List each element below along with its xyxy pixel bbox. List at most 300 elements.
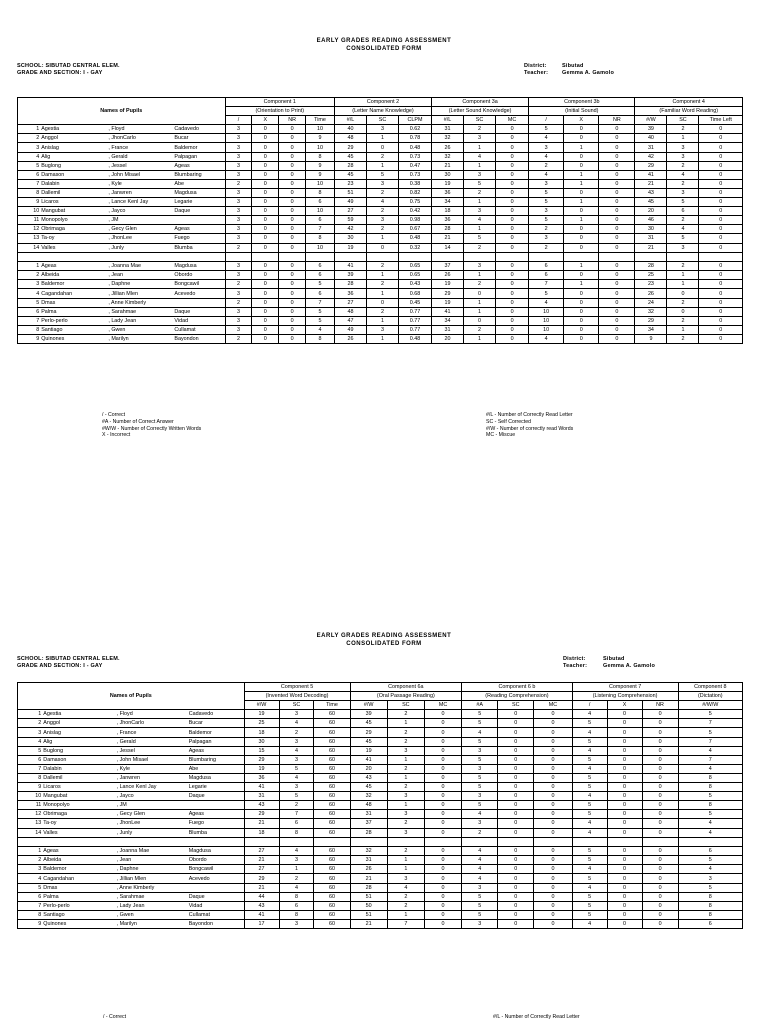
column-header: Time xyxy=(306,116,335,125)
sheet1-subtitle: CONSOLIDATED FORM xyxy=(346,46,422,52)
score-cell: 3 xyxy=(678,874,742,883)
pupil-middle-name: Daque xyxy=(188,792,244,801)
score-cell: 2 xyxy=(366,280,398,289)
score-cell: 4 xyxy=(279,746,314,755)
score-cell: 0 xyxy=(599,298,635,307)
score-cell: 23 xyxy=(334,179,366,188)
score-cell: 30 xyxy=(244,737,279,746)
score-cell: 34 xyxy=(635,325,667,334)
component-subheader: (Listening Comprehension) xyxy=(572,692,678,701)
score-cell: 0 xyxy=(599,179,635,188)
score-cell: 0 xyxy=(534,728,572,737)
pupil-middle-name: Magdusa xyxy=(188,773,244,782)
score-cell: 3 xyxy=(462,792,498,801)
score-cell: 3 xyxy=(366,179,398,188)
score-cell: 8 xyxy=(678,783,742,792)
score-cell: 3 xyxy=(279,710,314,719)
score-cell: 5 xyxy=(366,170,398,179)
table-row xyxy=(18,152,743,161)
score-cell: 0 xyxy=(534,764,572,773)
score-cell: 1 xyxy=(366,161,398,170)
score-cell: 0 xyxy=(498,710,534,719)
first-name-text: Lance Kenl Jay xyxy=(111,199,149,206)
pupil-number: 10 xyxy=(18,792,43,801)
pupil-number: 2 xyxy=(18,134,41,143)
pupil-middle-name xyxy=(173,298,225,307)
score-cell: 0 xyxy=(252,134,279,143)
score-cell: 0 xyxy=(699,207,743,216)
column-header: #/L xyxy=(334,116,366,125)
score-cell: 5 xyxy=(667,234,699,243)
score-cell: 21 xyxy=(635,243,667,252)
score-cell: 60 xyxy=(314,819,350,828)
score-cell: 0 xyxy=(699,325,743,334)
score-cell: 28 xyxy=(334,161,366,170)
score-cell: 0 xyxy=(279,325,306,334)
score-cell: 0 xyxy=(424,801,461,810)
pupil-first-name: , Anne Kimberly xyxy=(107,298,173,307)
column-header: NR xyxy=(599,116,635,125)
score-cell: 0 xyxy=(699,289,743,298)
legend-item: X - Incorrect xyxy=(102,432,131,439)
pupil-middle-name: Bayondon xyxy=(188,919,244,928)
table-row xyxy=(18,188,743,197)
score-cell: 0 xyxy=(607,901,642,910)
score-cell: 0 xyxy=(699,316,743,325)
score-cell: 1 xyxy=(366,334,398,343)
score-cell: 48 xyxy=(350,801,387,810)
score-cell: 0 xyxy=(252,334,279,343)
empty-cell xyxy=(334,252,366,262)
score-cell: 0.77 xyxy=(398,325,431,334)
score-cell: 28 xyxy=(432,225,464,234)
score-cell: 3 xyxy=(225,143,252,152)
pupil-number: 8 xyxy=(18,188,41,197)
score-cell: 0 xyxy=(607,865,642,874)
score-cell: 45 xyxy=(635,198,667,207)
score-cell: 32 xyxy=(635,307,667,316)
score-cell: 4 xyxy=(464,216,496,225)
component-header: Component 6 b xyxy=(462,683,572,692)
score-cell: 0.45 xyxy=(398,298,431,307)
pupil-last-name: Dalabin xyxy=(42,764,115,773)
score-cell: 45 xyxy=(350,737,387,746)
table-row xyxy=(18,801,743,810)
score-cell: 10 xyxy=(306,243,335,252)
sheet2-district-block xyxy=(563,656,655,670)
score-cell: 0.67 xyxy=(398,225,431,234)
score-cell: 0 xyxy=(699,334,743,343)
score-cell: 3 xyxy=(387,810,424,819)
score-cell: 2 xyxy=(366,262,398,271)
score-cell: 8 xyxy=(279,910,314,919)
score-cell: 5 xyxy=(678,856,742,865)
score-cell: 10 xyxy=(529,325,564,334)
score-cell: 0 xyxy=(564,234,599,243)
score-cell: 0 xyxy=(607,719,642,728)
score-cell: 0 xyxy=(564,307,599,316)
pupil-number: 5 xyxy=(18,746,43,755)
pupil-middle-name: Blumbaring xyxy=(173,170,225,179)
score-cell: 0 xyxy=(279,316,306,325)
score-cell: 0 xyxy=(534,865,572,874)
table-row xyxy=(18,316,743,325)
score-cell: 60 xyxy=(314,746,350,755)
score-cell: 5 xyxy=(678,883,742,892)
score-cell: 60 xyxy=(314,828,350,837)
component-header: Component 3b xyxy=(529,98,635,107)
score-cell: 29 xyxy=(432,289,464,298)
score-cell: 1 xyxy=(667,271,699,280)
score-cell: 21 xyxy=(432,161,464,170)
score-cell: 0 xyxy=(599,152,635,161)
table-row xyxy=(18,856,743,865)
component-subheader: (Invented Word Decoding) xyxy=(244,692,350,701)
pupil-first-name: , Jayco xyxy=(107,207,173,216)
score-cell: 0 xyxy=(279,289,306,298)
score-cell: 4 xyxy=(529,134,564,143)
pupil-first-name: , Jean xyxy=(107,271,173,280)
score-cell: 60 xyxy=(314,856,350,865)
first-name-text: Gerald xyxy=(111,153,128,160)
grade-section-label: GRADE AND SECTION: I - GAY xyxy=(17,70,103,76)
first-name-text: Gecy Glen xyxy=(111,226,137,233)
score-cell: 3 xyxy=(225,207,252,216)
score-cell: 0.68 xyxy=(398,289,431,298)
pupil-last-name: Dmas xyxy=(42,883,115,892)
column-header: X xyxy=(607,701,642,710)
score-cell: 0 xyxy=(564,125,599,134)
pupil-last-name: Anggol xyxy=(42,719,115,728)
score-cell: 0 xyxy=(498,810,534,819)
score-cell: 45 xyxy=(334,152,366,161)
score-cell: 28 xyxy=(334,280,366,289)
score-cell: 20 xyxy=(432,334,464,343)
pupil-last-name: Quinones xyxy=(40,334,107,343)
first-name-text: Floyd xyxy=(111,126,125,133)
score-cell: 2 xyxy=(387,728,424,737)
score-cell: 4 xyxy=(572,764,607,773)
score-cell: 0 xyxy=(699,134,743,143)
pupil-first-name: , JhonLee xyxy=(116,819,188,828)
score-cell: 3 xyxy=(464,262,496,271)
pupil-middle-name: Bucar xyxy=(188,719,244,728)
legend-item: SC - Self Corrected xyxy=(486,418,531,425)
score-cell: 7 xyxy=(529,280,564,289)
first-name-text: JM xyxy=(119,802,127,809)
component-header: Component 3a xyxy=(432,98,529,107)
pupil-number: 3 xyxy=(18,865,43,874)
score-cell: 0 xyxy=(599,325,635,334)
score-cell: 30 xyxy=(432,170,464,179)
pupil-middle-name: Obordo xyxy=(188,856,244,865)
score-cell: 0 xyxy=(599,188,635,197)
score-cell: 6 xyxy=(529,271,564,280)
pupil-number: 2 xyxy=(18,856,43,865)
score-cell: 2 xyxy=(366,207,398,216)
score-cell: 4 xyxy=(279,883,314,892)
pupil-middle-name: Acevedo xyxy=(173,289,225,298)
score-cell: 0 xyxy=(252,280,279,289)
pupil-first-name: , France xyxy=(107,143,173,152)
score-cell: 0 xyxy=(534,901,572,910)
score-cell: 1 xyxy=(564,179,599,188)
score-cell: 3 xyxy=(462,883,498,892)
score-cell: 0 xyxy=(642,728,678,737)
score-cell: 60 xyxy=(314,783,350,792)
first-name-text: Daphne xyxy=(119,866,139,873)
score-cell: 0 xyxy=(496,134,529,143)
pupil-last-name: Dallemil xyxy=(40,188,107,197)
score-cell: 8 xyxy=(678,892,742,901)
score-cell: 0 xyxy=(252,271,279,280)
score-cell: 0 xyxy=(498,910,534,919)
score-cell: 5 xyxy=(572,801,607,810)
empty-cell xyxy=(678,837,742,847)
first-name-text: Jillian Mlen xyxy=(111,290,138,297)
score-cell: 6 xyxy=(306,289,335,298)
score-cell: 1 xyxy=(564,170,599,179)
score-cell: 0 xyxy=(699,216,743,225)
score-cell: 0 xyxy=(279,207,306,216)
score-cell: 0 xyxy=(424,819,461,828)
component-subheader: (Familiar Word Reading) xyxy=(635,107,743,116)
score-cell: 8 xyxy=(678,901,742,910)
pupil-last-name: Ageas xyxy=(42,847,115,856)
score-cell: 2 xyxy=(366,225,398,234)
score-cell: 1 xyxy=(387,910,424,919)
component-subheader: (Initial Sound) xyxy=(529,107,635,116)
score-cell: 60 xyxy=(314,710,350,719)
score-cell: 3 xyxy=(387,792,424,801)
score-cell: 0 xyxy=(534,828,572,837)
score-cell: 0 xyxy=(607,892,642,901)
pupil-middle-name: Cullamat xyxy=(188,910,244,919)
column-header: NR xyxy=(642,701,678,710)
score-cell: 3 xyxy=(366,125,398,134)
pupil-middle-name: Ageas xyxy=(188,746,244,755)
first-name-text: JhonLee xyxy=(119,820,141,827)
score-cell: 10 xyxy=(306,143,335,152)
score-cell: 19 xyxy=(244,710,279,719)
empty-cell xyxy=(398,252,431,262)
score-cell: 0 xyxy=(496,234,529,243)
score-cell: 5 xyxy=(667,198,699,207)
score-cell: 9 xyxy=(306,134,335,143)
score-cell: 0 xyxy=(279,271,306,280)
legend-item: / - Correct xyxy=(103,1014,127,1020)
score-cell: 0 xyxy=(252,161,279,170)
score-cell: 0 xyxy=(607,801,642,810)
score-cell: 28 xyxy=(350,883,387,892)
column-header: MC xyxy=(496,116,529,125)
score-cell: 5 xyxy=(529,289,564,298)
empty-cell xyxy=(116,837,188,847)
score-cell: 30 xyxy=(334,234,366,243)
score-cell: 0 xyxy=(564,298,599,307)
score-cell: 0 xyxy=(279,125,306,134)
score-cell: 0 xyxy=(498,728,534,737)
score-cell: 1 xyxy=(279,865,314,874)
pupil-last-name: Santiago xyxy=(40,325,107,334)
pupil-last-name: Valles xyxy=(40,243,107,252)
score-cell: 26 xyxy=(635,289,667,298)
score-cell: 0 xyxy=(498,746,534,755)
table-row xyxy=(18,243,743,252)
first-name-text: Janwren xyxy=(119,774,140,781)
pupil-number: 1 xyxy=(18,262,41,271)
first-name-text: Jessel xyxy=(111,162,127,169)
score-cell: 2 xyxy=(225,179,252,188)
score-cell: 0 xyxy=(699,243,743,252)
score-cell: 0 xyxy=(642,719,678,728)
score-cell: 0 xyxy=(699,179,743,188)
score-cell: 0 xyxy=(424,901,461,910)
legend-item: #/W - Number of correctly read Words xyxy=(486,425,574,432)
score-cell: 4 xyxy=(572,865,607,874)
score-cell: 0 xyxy=(279,225,306,234)
score-cell: 0 xyxy=(498,892,534,901)
score-cell: 0 xyxy=(496,325,529,334)
score-cell: 2 xyxy=(529,225,564,234)
score-cell: 60 xyxy=(314,910,350,919)
score-cell: 41 xyxy=(432,307,464,316)
score-cell: 0 xyxy=(607,856,642,865)
score-cell: 4 xyxy=(572,792,607,801)
pupil-number: 9 xyxy=(18,198,41,207)
score-cell: 0 xyxy=(279,170,306,179)
score-cell: 3 xyxy=(462,746,498,755)
first-name-text: Anne Kimberly xyxy=(111,299,147,306)
empty-cell xyxy=(252,252,279,262)
score-cell: 0 xyxy=(699,271,743,280)
legend-item: / - Correct xyxy=(102,412,126,418)
first-name-text: Gwen xyxy=(111,326,126,333)
score-cell: 2 xyxy=(464,125,496,134)
empty-cell xyxy=(107,252,173,262)
score-cell: 0.32 xyxy=(398,243,431,252)
empty-cell xyxy=(529,252,564,262)
score-cell: 43 xyxy=(350,773,387,782)
first-name-text: JhonLee xyxy=(111,235,132,242)
pupil-last-name: Albeida xyxy=(42,856,115,865)
first-name-text: JhonCarlo xyxy=(111,135,136,142)
pupil-number: 1 xyxy=(18,125,41,134)
column-header: MC xyxy=(534,701,572,710)
pupil-number: 7 xyxy=(18,901,43,910)
table-row xyxy=(18,234,743,243)
score-cell: 2 xyxy=(529,161,564,170)
score-cell: 0 xyxy=(599,198,635,207)
score-cell: 3 xyxy=(225,271,252,280)
pupil-first-name: , Kyle xyxy=(116,764,188,773)
column-header: CLPM xyxy=(398,116,431,125)
score-cell: 0 xyxy=(498,856,534,865)
score-cell: 0 xyxy=(252,188,279,197)
score-cell: 5 xyxy=(572,856,607,865)
score-cell: 5 xyxy=(572,874,607,883)
score-cell: 0.75 xyxy=(398,198,431,207)
component-header: Component 2 xyxy=(334,98,431,107)
score-cell: 0 xyxy=(424,764,461,773)
pupil-last-name: Monopolyo xyxy=(40,216,107,225)
score-cell: 43 xyxy=(244,801,279,810)
score-cell: 0 xyxy=(424,792,461,801)
pupil-middle-name: Palpagan xyxy=(188,737,244,746)
score-cell: 2 xyxy=(366,152,398,161)
pupil-number: 7 xyxy=(18,316,41,325)
pupil-first-name: , John Misael xyxy=(116,755,188,764)
score-cell: 28 xyxy=(350,828,387,837)
pupil-number: 2 xyxy=(18,719,43,728)
score-cell: 3 xyxy=(279,737,314,746)
score-cell: 0 xyxy=(496,161,529,170)
score-cell: 8 xyxy=(279,892,314,901)
pupil-first-name: , Floyd xyxy=(116,710,188,719)
empty-cell xyxy=(244,837,279,847)
score-cell: 5 xyxy=(572,892,607,901)
legend-item: #W/W - Number of Correctly Written Words xyxy=(102,425,202,432)
pupil-number: 9 xyxy=(18,334,41,343)
score-cell: 0 xyxy=(496,262,529,271)
empty-cell xyxy=(432,252,464,262)
empty-cell xyxy=(306,252,335,262)
score-cell: 0.43 xyxy=(398,280,431,289)
score-cell: 40 xyxy=(334,125,366,134)
score-cell: 29 xyxy=(334,143,366,152)
score-cell: 21 xyxy=(432,234,464,243)
score-cell: 5 xyxy=(462,737,498,746)
table-row xyxy=(18,710,743,719)
pupil-last-name: Obrimaga xyxy=(42,810,115,819)
pupil-number: 7 xyxy=(18,179,41,188)
pupil-first-name: , Anne Kimberly xyxy=(116,883,188,892)
score-cell: 0 xyxy=(599,271,635,280)
pupil-first-name: , Sarahmae xyxy=(107,307,173,316)
score-cell: 34 xyxy=(432,198,464,207)
score-cell: 0 xyxy=(252,152,279,161)
score-cell: 45 xyxy=(350,719,387,728)
pupil-number: 9 xyxy=(18,783,43,792)
score-cell: 60 xyxy=(314,865,350,874)
score-cell: 0 xyxy=(534,773,572,782)
score-cell: 0 xyxy=(498,874,534,883)
table-row xyxy=(18,792,743,801)
pupil-last-name: Alig xyxy=(42,737,115,746)
score-cell: 0.48 xyxy=(398,143,431,152)
score-cell: 3 xyxy=(225,216,252,225)
score-cell: 29 xyxy=(350,728,387,737)
score-cell: 45 xyxy=(350,783,387,792)
score-cell: 5 xyxy=(529,216,564,225)
score-cell: 2 xyxy=(279,874,314,883)
score-cell: 3 xyxy=(366,325,398,334)
pupil-first-name: , Janwren xyxy=(107,188,173,197)
score-cell: 5 xyxy=(572,847,607,856)
empty-cell xyxy=(40,252,107,262)
pupil-last-name: Valles xyxy=(42,828,115,837)
pupil-middle-name: Bucar xyxy=(173,134,225,143)
score-cell: 0 xyxy=(564,316,599,325)
score-cell: 3 xyxy=(225,262,252,271)
table-row xyxy=(18,865,743,874)
score-cell: 4 xyxy=(572,828,607,837)
sheet2-table xyxy=(17,682,743,929)
first-name-text: Anne Kimberly xyxy=(119,884,155,891)
score-cell: 0 xyxy=(252,325,279,334)
score-cell: 0 xyxy=(252,179,279,188)
score-cell: 0.65 xyxy=(398,262,431,271)
